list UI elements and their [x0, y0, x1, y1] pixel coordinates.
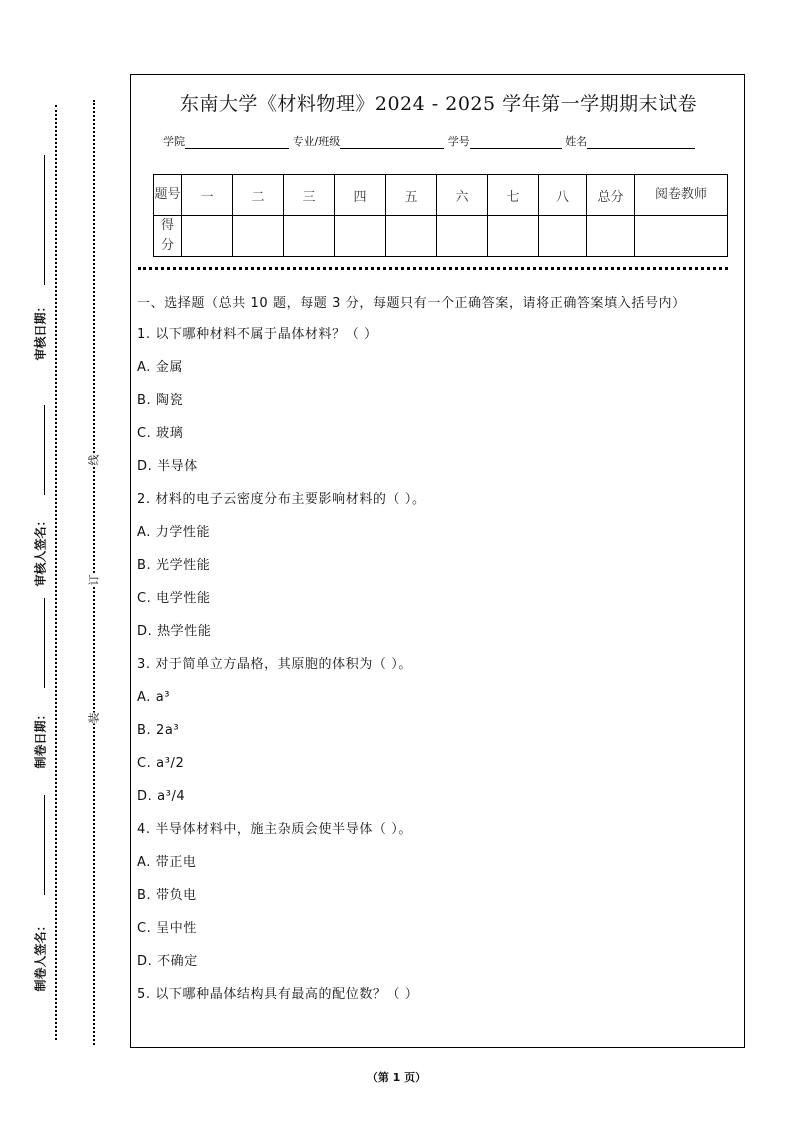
question-stem: 4. 半导体材料中，施主杂质会使半导体（ ）。 — [137, 822, 412, 837]
score-cell[interactable] — [437, 216, 488, 257]
college-label: 学院 — [163, 135, 185, 148]
exam-body — [137, 293, 739, 1011]
score-row-label: 得分 — [154, 216, 182, 257]
question-option[interactable]: B. 陶瓷 — [137, 393, 184, 408]
reviewer-sign-label: 审核人签名： — [33, 514, 48, 587]
question-option[interactable]: D. a³/4 — [137, 789, 186, 804]
paper-date-label: 制卷日期： — [33, 708, 48, 769]
inner-dotted-line — [93, 100, 95, 1045]
major-label: 专业/班级 — [292, 135, 341, 148]
section-heading: 一、选择题（总共 10 题，每题 3 分，每题只有一个正确答案，请将正确答案填入括号内） — [137, 296, 686, 311]
question-option[interactable]: C. 玻璃 — [137, 426, 184, 441]
question-option[interactable]: D. 热学性能 — [137, 624, 212, 639]
name-label: 姓名 — [565, 135, 588, 148]
binding-char-pack: 装 — [84, 713, 104, 724]
paper-sign-label: 制卷人签名： — [33, 919, 48, 992]
score-col-6: 六 — [437, 175, 488, 216]
score-cell-grader[interactable] — [635, 216, 728, 257]
question-option[interactable]: B. 2a³ — [137, 723, 180, 738]
student-id-field[interactable] — [470, 136, 562, 149]
question-option[interactable]: D. 不确定 — [137, 954, 198, 969]
question-option[interactable]: A. 带正电 — [137, 855, 197, 870]
score-col-8: 八 — [539, 175, 587, 216]
student-id-label: 学号 — [447, 135, 470, 148]
question-stem: 2. 材料的电子云密度分布主要影响材料的（ ）。 — [137, 492, 426, 507]
college-field[interactable] — [185, 136, 289, 149]
score-table — [153, 174, 728, 257]
score-col-1: 一 — [182, 175, 233, 216]
paper-sign-line — [44, 795, 45, 895]
question-stem: 1. 以下哪种材料不属于晶体材料？（ ） — [137, 327, 378, 342]
question-option[interactable]: A. 金属 — [137, 360, 183, 375]
question-option[interactable]: A. 力学性能 — [137, 525, 211, 540]
score-col-grader: 阅卷教师 — [635, 175, 728, 216]
major-field[interactable] — [340, 136, 444, 149]
score-cell-total[interactable] — [587, 216, 635, 257]
question-option[interactable]: B. 带负电 — [137, 888, 197, 903]
score-cell[interactable] — [182, 216, 233, 257]
dotted-separator — [138, 267, 728, 270]
exam-frame — [130, 74, 745, 1048]
question-option[interactable]: C. a³/2 — [137, 756, 185, 771]
score-cell[interactable] — [488, 216, 539, 257]
question-option[interactable]: B. 光学性能 — [137, 558, 211, 573]
student-info-row — [163, 133, 695, 149]
paper-date-line — [44, 598, 45, 688]
score-col-total: 总分 — [587, 175, 635, 216]
question-option[interactable]: C. 电学性能 — [137, 591, 211, 606]
score-cell[interactable] — [284, 216, 335, 257]
binding-char-bind: 订 — [84, 575, 104, 586]
score-value-row — [154, 216, 728, 257]
score-cell[interactable] — [386, 216, 437, 257]
exam-title: 东南大学《材料物理》2024 - 2025 学年第一学期期末试卷 — [179, 93, 698, 115]
question-option[interactable]: D. 半导体 — [137, 459, 198, 474]
score-cell[interactable] — [233, 216, 284, 257]
score-col-3: 三 — [284, 175, 335, 216]
question-option[interactable]: C. 呈中性 — [137, 921, 197, 936]
name-field[interactable] — [587, 136, 695, 149]
page-number: （第 1 页） — [366, 1071, 427, 1084]
question-stem: 5. 以下哪种晶体结构具有最高的配位数？（ ） — [137, 987, 419, 1002]
score-col-7: 七 — [488, 175, 539, 216]
score-col-4: 四 — [335, 175, 386, 216]
score-cell[interactable] — [539, 216, 587, 257]
review-date-line — [44, 155, 45, 285]
score-col-2: 二 — [233, 175, 284, 216]
score-header-label: 题号 — [154, 175, 182, 216]
question-stem: 3. 对于简单立方晶格，其原胞的体积为（ ）。 — [137, 657, 412, 672]
score-cell[interactable] — [335, 216, 386, 257]
score-col-5: 五 — [386, 175, 437, 216]
binding-char-line: 线 — [84, 455, 104, 466]
score-header-row — [154, 175, 728, 216]
outer-dotted-line — [55, 105, 57, 1040]
review-date-label: 审核日期： — [33, 300, 48, 361]
question-option[interactable]: A. a³ — [137, 690, 171, 705]
reviewer-sign-line — [44, 405, 45, 495]
